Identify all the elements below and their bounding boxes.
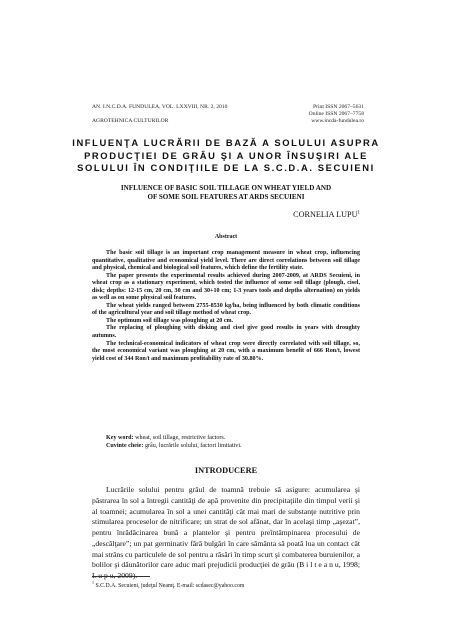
abstract-heading: Abstract <box>214 234 238 240</box>
keywords-label: Cuvinte cheie: <box>106 443 144 449</box>
running-header-left <box>92 104 227 125</box>
romanian-title-line: PRODUCŢIEI DE GRÂU ŞI A UNOR ÎNSUŞIRI ALE <box>84 149 368 161</box>
online-issn: Online ISSN 2067–7758 <box>308 111 364 117</box>
abstract-paragraph: The paper presents the experimental results achieved during 2007-2009, at ARDS Secuieni, in wheat crop as a stationary experiment, which tested the influence of some soil tillage (plough, cisel, disk; depths: 12-15 cm, 20 cm, 30 cm and 30+10 cm; 1-3 years tools and depths alternation) on yields as well as on some physical soil features. <box>92 272 360 302</box>
author-footnote-mark: 1 <box>357 210 360 216</box>
romanian-title <box>70 137 382 175</box>
keywords-text: wheat, soil tillage, restrictive factors. <box>135 435 226 441</box>
footnote <box>92 580 244 589</box>
abstract-paragraph: The technical-economical indicators of wheat crop were directly correlated with soil tillage, so, the most economical variant was ploughing at 20 cm, with a maximum benefit of 666 Ron/t, lowest yield cost of 344 Ron/t and maximum profitability rate of 30.80%. <box>92 340 360 362</box>
author-byline <box>293 210 360 219</box>
english-title <box>80 184 372 202</box>
footnote-text: S.C.D.A. Secuieni, judeţul Neamţ. E-mail: scdasec@yahoo.com <box>95 582 245 589</box>
english-title-line: OF SOME SOIL FEATURES AT ARDS SECUIENI <box>147 193 305 202</box>
keywords-english <box>92 434 360 442</box>
running-header-right <box>309 104 364 125</box>
section-name: AGROTEHNICA CULTURILOR <box>92 118 169 124</box>
abstract-paragraph: The optimum soil tillage was ploughing at 20 cm. <box>106 317 234 324</box>
english-title-line: INFLUENCE OF BASIC SOIL TILLAGE ON WHEAT YIELD AND <box>120 184 332 192</box>
abstract-paragraph: The replacing of ploughing with disking and cisel give good results in years with droughty autumns. <box>92 325 360 340</box>
keywords-block <box>92 434 360 450</box>
journal-website: www.incda-fundulea.ro <box>311 118 364 124</box>
introduction-paragraph: Lucrările solului pentru grâul de toamnă trebuie să asigure: acumularea şi păstrarea în sol a întregii cantităţi de apă provenite din precipitaţiile din timpul verii şi al toamnei; acumularea în sol a unei cantităţi cât mai mari de substanţe nutritive prin stimularea proceselor de nitrificare; un strat de sol afânat, dar în acelaşi timp „aşezat”, pentru înrădăcinarea bună a plantelor şi pentru preîntâmpinarea procesului de „descălţare”; un pat germinativ fără bulgări în care sământa să poată lua un contact cât mai strâns cu particulele de sol pentru a răsări în timp scurt şi combaterea buruienilor, a bolilor şi dăunătorilor care aduc mari prejudicii producţiei de grâu (B i l t e a n u, 1998; L u p u, 2009). <box>92 485 360 580</box>
keywords-romanian <box>92 442 360 450</box>
romanian-title-line: INFLUENŢA LUCRĂRII DE BAZĂ A SOLULUI ASUPRA <box>72 137 380 148</box>
abstract-paragraph: The basic soil tillage is an important crop management measure in wheat crop, influencing quantitative, qualitative and economical yield level. There are direct correlations between soil tillage and physical, chemical and biological soil features, which define the fertility state. <box>92 250 360 272</box>
introduction-heading: INTRODUCERE <box>194 466 258 475</box>
keywords-text: grâu, lucrările solului, factori limitativi. <box>144 443 242 449</box>
abstract-paragraph: The wheat yields ranged between 2755-8530 kg/ha, being influenced by both climatic conditions of the agricultural year and soil tillage method of wheat crop. <box>92 302 360 317</box>
journal-citation: AN. I.N.C.D.A. FUNDULEA, VOL. LXXVIII, NR. 2, 2010 <box>92 104 228 110</box>
introduction-body <box>92 485 360 582</box>
author-name: CORNELIA LUPU <box>293 210 358 219</box>
print-issn: Print ISSN 2067–5631 <box>313 104 364 110</box>
footnote-mark: 1 <box>92 580 94 585</box>
footnote-divider <box>92 576 150 577</box>
romanian-title-line: SOLULUI ÎN CONDIŢIILE DE LA S.C.D.A. SECUIENI <box>77 162 375 174</box>
abstract-body <box>92 250 360 363</box>
keywords-label: Key word: <box>106 435 134 441</box>
